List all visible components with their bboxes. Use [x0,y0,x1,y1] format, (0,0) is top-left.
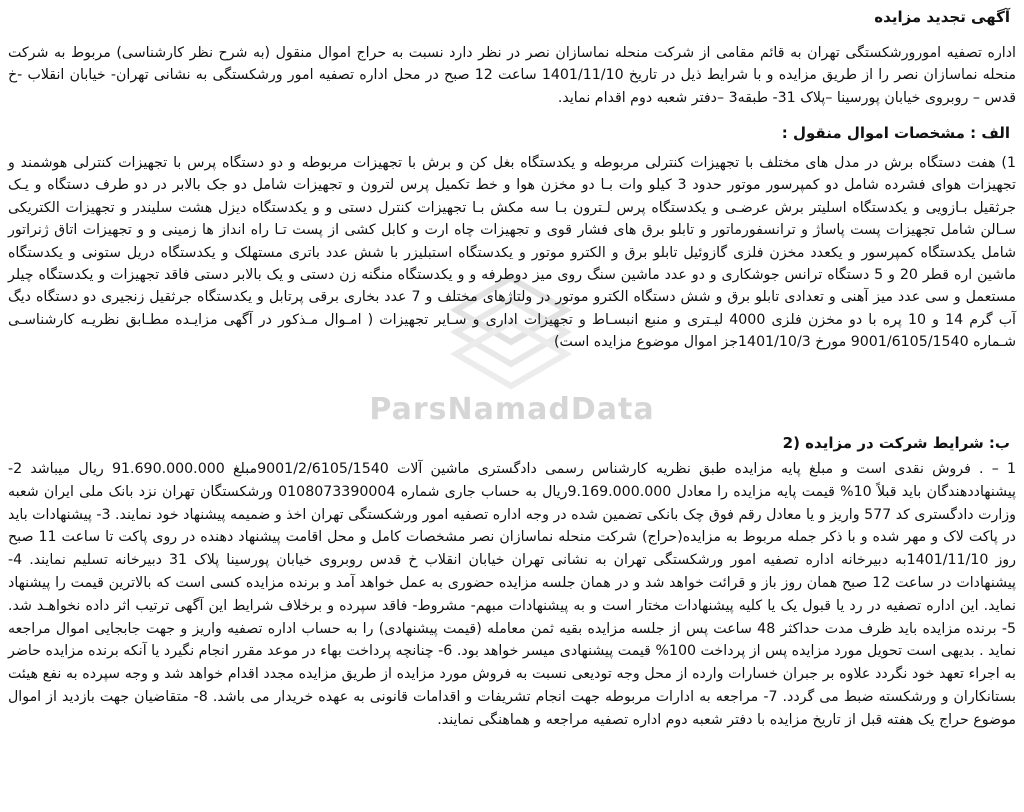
section-a-heading: الف : مشخصات اموال منقول : [781,124,1010,142]
section-b-conditions-paragraph: 1 – . فروش نقدی است و مبلغ پایه مزایده طبق نظریه کارشناس رسمی دادگستری ماشین آلات 9001/2/6105/1540مبلغ 91.690.000.000 ریال میباشد 2- پیشنهاددهندگان باید قبلاً 10% قیمت پایه مزایده را معادل 9.169.000.000ریال به حساب جاری شماره 0108073390004 ورشکستگان تهران نزد بانک ملی ایران شعبه وزارت دادگستری کد 577 واریز و یا معادل رقم فوق چک بانکی تضمین شده در وجه اداره تصفیه امور ورشکستگی تهران اخذ و ضمیمه پیشنهاد خود نمایند. 3- پیشنهادات باید در پاکت لاک و مهر شده و با ذکر جمله مربوط به مزایده(حراج) شرکت منحله نماسازان نصر مشخصات کامل و محل اقامت پیشنهاد دهنده در روی پاکت تا ساعت 11 صبح روز 1401/11/10به دبیرخانه اداره تصفیه امور ورشکستگی تهران به نشانی تهران خیابان انقلاب خ قدس روبروی خیابان پورسینا پلاک 31 دبیرخانه تسلیم نمایند. 4- پیشنهادات در ساعت 12 صبح همان روز باز و قرائت خواهد شد و در همان جلسه مزایده حضوری به عمل خواهد آمد و برنده مزایده کسی است که بالاترین قیمت را پیشنهاد نماید. این اداره تصفیه در رد یا قبول یک یا کلیه پیشنهادات مختار است و به پیشنهادات مبهم- مشروط- فاقد سپرده و برخلاف شرایط این آگهی ترتیب اثر داده نخواهـد شد. 5- برنده مزایده باید ظرف مدت حداکثر 48 ساعت پس از جلسه مزایده بقیه ثمن معامله (قیمت پیشنهادی) را به حساب اداره تصفیه واریز و جهت جابجایی اموال مراجعه نماید . بدیهی است تحویل مورد مزایده پس از پرداخت 100% قیمت پیشنهادی میسر خواهد بود. 6- چنانچه پرداخت بهاء در موعد مقرر انجام نگیرد یا آنکه برنده مزایده حاضر به اجراء تعهد خود نگردد علاوه بر جبران خسارات وارده از محل وجه تودیعی نسبت به فروش مورد مزایده از طریق مزایده مجدد اقدام خواهد شد و وجه سپرده به نفع هیئت بستانکاران و ورشکسته ضبط می گردد. 7- مراجعه به ادارات مربوطه جهت انجام تشریفات و اقدامات قانونی به عهده خریدار می باشد. 8- متقاضیان جهت بازدید از اموال موضوع حراج یک هفته قبل از تاریخ مزایده با دفتر شعبه دوم اداره تصفیه مراجعه و هماهنگی نمایند. [8,461,1017,728]
section-a-items-paragraph: 1) هفت دستگاه برش در مدل های مختلف با تجهیزات کنترلی مربوطه و یکدستگاه بغل کن و برش با تجهیزات مربوطه و دو دستگاه پرس با تجهیزات کنترلی هوشمند و تجهیزات هوای فشرده شامل دو کمپرسور موتور حدود 3 کیلو وات بـا دو مخزن هوا و خط تکمیل پرس لترون و تجهیزات شامل دو جک بالابر در دو طرف دستگاه و یـک جرثقیل بـازویی و یکدستگاه اسلیتر برش عرضـی و یکدستگاه پرس لـترون بـا سه مکش بـا تجهیزات کنترل دستی و و یکدستگاه دیزل هشت سلیندر و تجهیزات الکتریکی سـالن شامل تجهیزات پست پاساژ و ترانسفورماتور و تابلو برق های فشار قوی و تجهیزات چاه ارت و کابل کشی از پست تـا راه انداز ها زمینی و و تجهیزات اتاق ژنراتور شامل یکدستگاه کمپرسور و یکعدد مخزن فلزی گازوئیل تابلو برق و الکترو موتور و یکدستگاه استبلیزر با شش عدد باتری مستهلک و یکدستگاه دریل ستونی و یکدستگاه ماشین اره قطر 20 و 5 دستگاه ترانس جوشکاری و دو عدد ماشین سنگ روی میز دوطرفه و و یکدستگاه منگنه زن دستی و یک بالابر دستی فاقد تجهیزات و یکدستگاه چیلر مستعمل و سی عدد میز آهنی و تعدادی تابلو برق و شش دستگاه الکترو موتور در ولتاژهای مختلف و 7 عدد بخاری برقی پرتابل و یکدستگاه جرثقیل زنجیری دو دستگاه دیگ آب گرم 14 و 10 پره با دو مخزن فلزی 4000 لیـتری و منبع انبسـاط و تجهیزات اداری و سـایر تجهیزات ( امـوال مـذکور در آگهی مزایـده مطـابق نظریـه کارشناسـی شـماره 9001/6105/1540 مورخ 1401/10/3جز اموال موضوع مزایده است) [8,155,1017,351]
notice-title: آگهی تجدید مزایده [874,8,1010,26]
watermark-text: ParsNamadData [369,392,655,427]
section-b-heading: ب: شرایط شرکت در مزایده (2 [782,434,1010,452]
notice-intro-paragraph: اداره تصفیه امورورشکستگی تهران به قائم مقامی از شرکت منحله نماسازان نصر در نظر دارد نسبت به حراج اموال منقول (به شرح نظر کارشناسی) مربوط به شرکت منحله نماسازان نصر را از طریق مزایده و با شرایط ذیل در تاریخ 1401/11/10 ساعت 12 صبح در محل اداره تصفیه امور ورشکستگی به نشانی تهران- خیابان انقلاب -خ قدس – روبروی خیابان پورسینا –پلاک 31- طبقه3 –دفتر شعبه دوم اقدام نماید. [8,45,1016,106]
